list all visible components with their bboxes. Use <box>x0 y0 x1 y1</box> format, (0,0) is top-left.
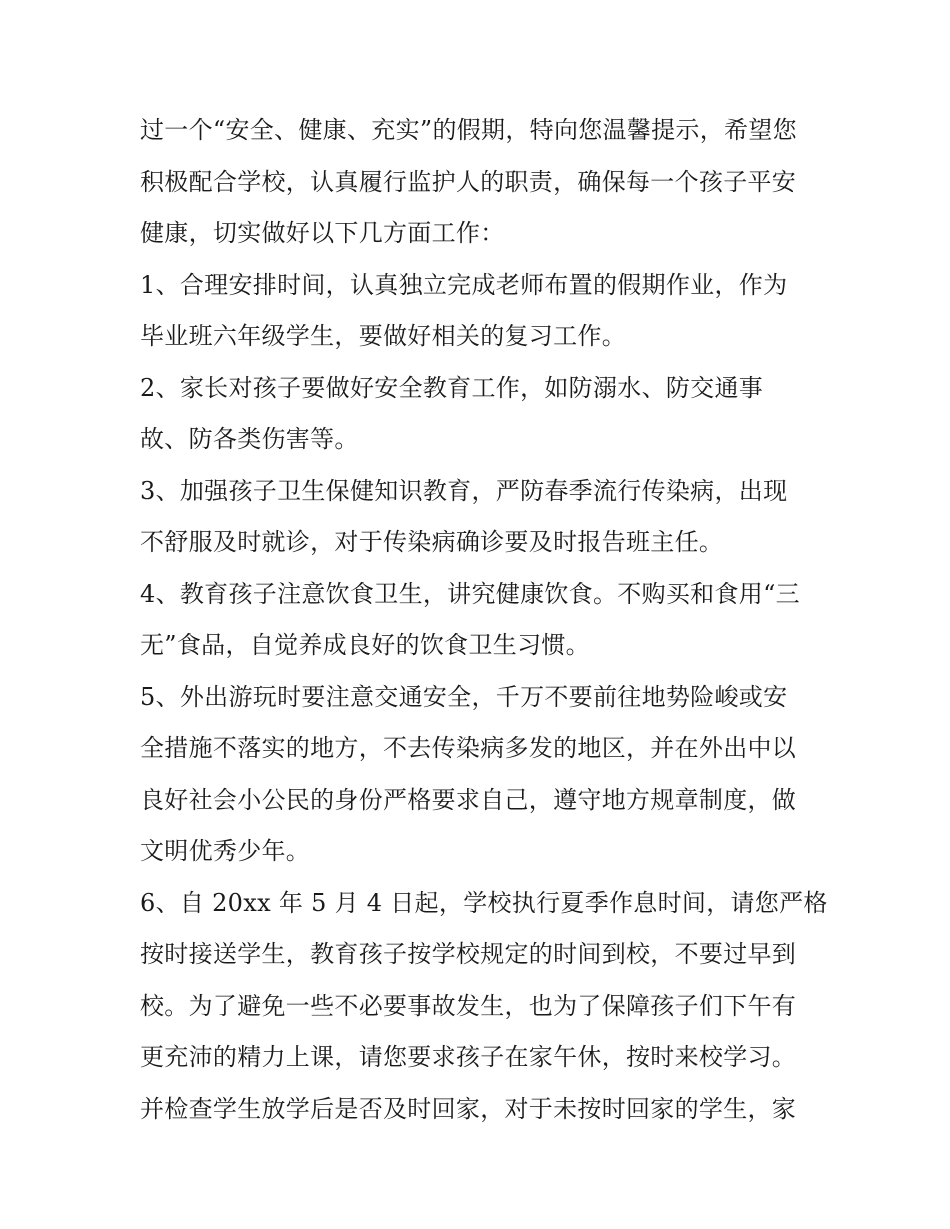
list-item-6-line: 按时接送学生，教育孩子按学校规定的时间到校，不要过早到 <box>140 940 797 968</box>
list-item-2-line: 故、防各类伤害等。 <box>140 425 359 453</box>
document-body <box>140 105 828 1135</box>
list-item-4-line: 无”食品，自觉养成良好的饮食卫生习惯。 <box>140 631 590 659</box>
list-item-5-line: 全措施不落实的地方，不去传染病多发的地区，并在外出中以 <box>140 734 797 762</box>
list-item-5-line: 良好社会小公民的身份严格要求自己，遵守地方规章制度，做 <box>140 785 797 814</box>
list-item-5-line: 文明优秀少年。 <box>140 837 311 865</box>
list-item-6-line: 并检查学生放学后是否及时回家，对于未按时回家的学生，家 <box>140 1094 797 1123</box>
list-item-5-line: 5、外出游玩时要注意交通安全，千万不要前往地势险峻或安 <box>140 682 788 711</box>
list-item-1-line: 1、合理安排时间，认真独立完成老师布置的假期作业，作为 <box>140 270 788 299</box>
list-item-6-line: 6、自 20xx 年 5 月 4 日起，学校执行夏季作息时间，请您严格 <box>140 888 828 917</box>
text-line: 积极配合学校，认真履行监护人的职责，确保每一个孩子平安 <box>140 167 797 196</box>
text-line: 健康，切实做好以下几方面工作： <box>140 219 505 247</box>
list-item-1-line: 毕业班六年级学生，要做好相关的复习工作。 <box>140 322 626 350</box>
list-item-6-line: 校。为了避免一些不必要事故发生，也为了保障孩子们下午有 <box>140 991 797 1020</box>
list-item-3-line: 不舒服及时就诊，对于传染病确诊要及时报告班主任。 <box>140 528 724 556</box>
list-item-4-line: 4、教育孩子注意饮食卫生，讲究健康饮食。不购买和食用“三 <box>140 579 800 608</box>
list-item-2-line: 2、家长对孩子要做好安全教育工作，如防溺水、防交通事 <box>140 373 764 402</box>
list-item-3-line: 3、加强孩子卫生保健知识教育，严防春季流行传染病，出现 <box>140 476 788 505</box>
text-line: 过一个“安全、健康、充实”的假期，特向您温馨提示，希望您 <box>140 116 797 144</box>
list-item-6-line: 更充沛的精力上课，请您要求孩子在家午休，按时来校学习。 <box>140 1043 797 1071</box>
